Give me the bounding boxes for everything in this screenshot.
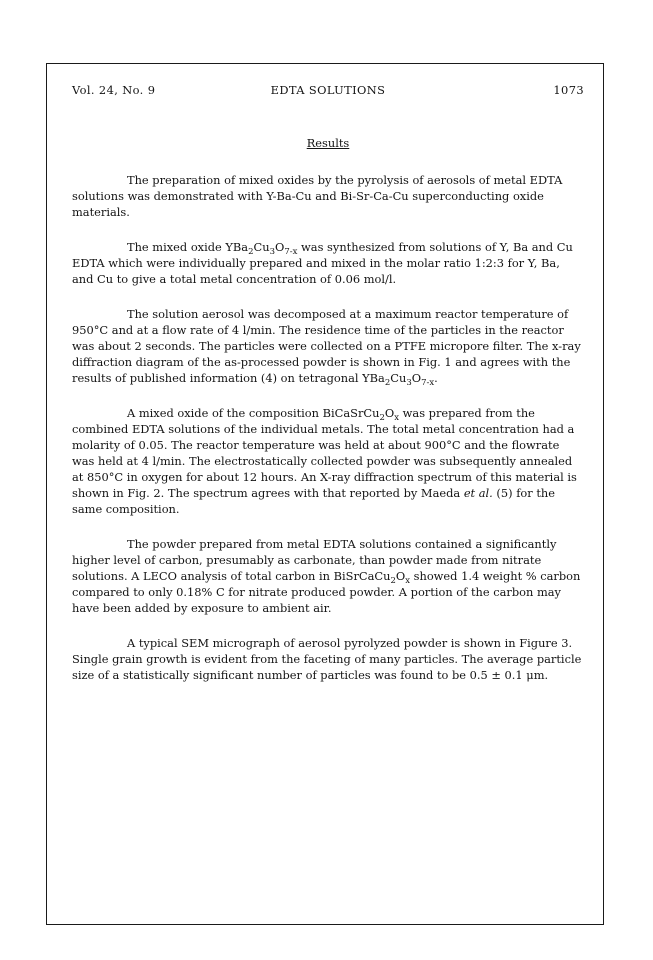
paragraph-3: The solution aerosol was decomposed at a maximum reactor temperature of 950°C and at a flow rate of 4 l/min. The residence time of the particles in the reactor was about 2 seconds. The particles were collected on a PTFE micropore filter. The x-ray diffraction diagram of the as-processed powder is shown in Fig. 1 and agrees with the results of published information (4) on tetragonal $YBa_2Cu_3O_{7-x}$. xyxy=(72,307,581,388)
running-title: EDTA SOLUTIONS xyxy=(270,83,386,97)
paragraph-5: The powder prepared from metal EDTA solutions contained a significantly higher level of carbon, presumably as carbonate, than powder made from nitrate solutions. A LECO analysis of total carbon in $BiSrCaCu_2O_x$ showed 1.4 weight % carbon compared to only 0.18% C for nitrate produced powder. A portion of the carbon may have been added by exposure to ambient air. xyxy=(72,537,581,615)
chemical-formula: $YBa_2Cu_3O_{7-x}$ xyxy=(362,371,435,388)
paper-page xyxy=(72,82,584,683)
paragraph-6: A typical SEM micrograph of aerosol pyrolyzed powder is shown in Figure 3. Single grain growth is evident from the faceting of many particles. The average particle size of a statistically significant number of particles was found to be 0.5 ± 0.1 μm. xyxy=(72,636,582,682)
running-header xyxy=(72,82,584,98)
chemical-formula: $BiSrCaCu_2O_x$ xyxy=(333,569,411,586)
page-number: 1073 xyxy=(553,83,584,97)
journal-volume: Vol. 24, No. 9 xyxy=(72,83,156,97)
chemical-formula: $BiCaSrCu_2O_x$ xyxy=(322,406,400,423)
paragraph-4: A mixed oxide of the composition $BiCaSrCu_2O_x$ was prepared from the combined EDTA solutions of the individual metals. The total metal concentration had a molarity of 0.05. The reactor temperature was held at about 900°C and the flowrate was held at 4 l/min. The electrostatically collected powder was subsequently annealed at 850°C in oxygen for about 12 hours. An X-ray diffraction spectrum of this material is shown in Fig. 2. The spectrum agrees with that reported by Maeda et al. (5) for the same composition. xyxy=(72,406,577,516)
section-heading-results: Results xyxy=(306,136,350,150)
et-al-citation: et al. xyxy=(463,486,493,500)
paragraph-1: The preparation of mixed oxides by the pyrolysis of aerosols of metal EDTA solutions was demonstrated with Y-Ba-Cu and Bi-Sr-Ca-Cu superconducting oxide materials. xyxy=(72,173,563,219)
chemical-formula: $YBa_2Cu_3O_{7-x}$ xyxy=(225,240,298,257)
paragraph-2: The mixed oxide $YBa_2Cu_3O_{7-x}$ was synthesized from solutions of Y, Ba and Cu EDTA which were individually prepared and mixed in the molar ratio 1:2:3 for Y, Ba, and Cu to give a total metal concentration of 0.06 mol/l. xyxy=(72,240,573,286)
